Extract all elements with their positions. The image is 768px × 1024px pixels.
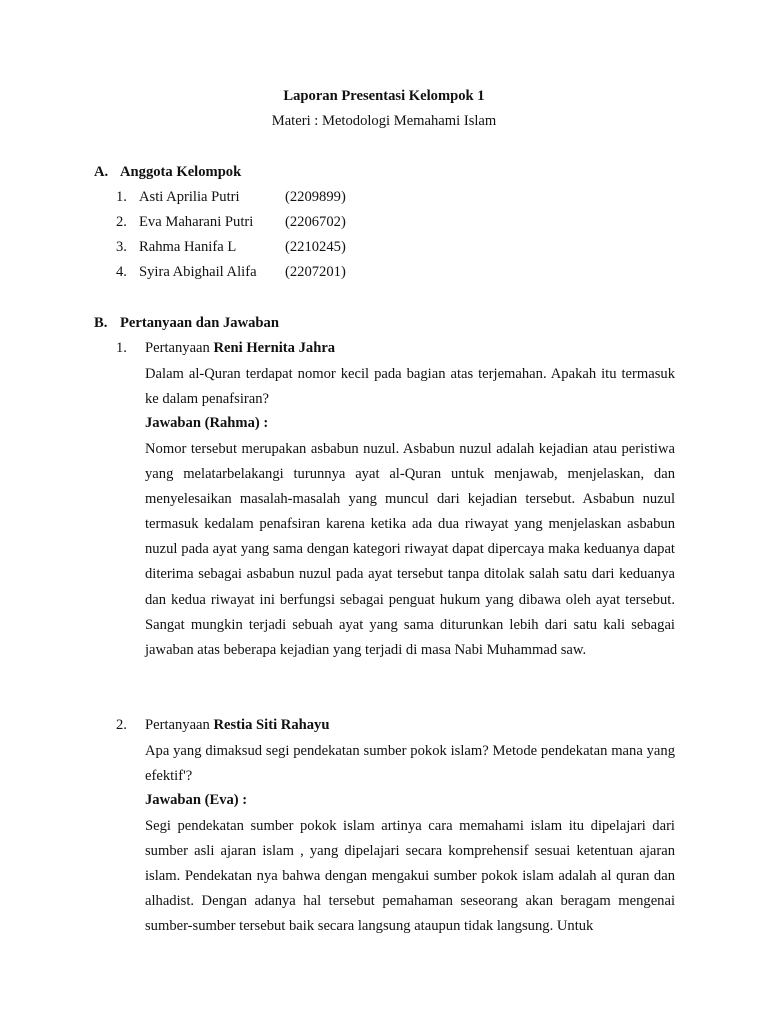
asker-name: Reni Hernita Jahra bbox=[213, 340, 336, 356]
document-subtitle: Materi : Metodologi Memahami Islam bbox=[271, 113, 497, 129]
answer-text: Nomor tersebut merupakan asbabun nuzul. Asbabun nuzul adalah kejadian atau peristiwa yang melatarbelakangi turunnya ayat al-Quran untuk menjawab, menjelaskan, dan menyelesaikan masalah-masalah yang muncul dari kejadian tersebut. Asbabun nuzul termasuk kedalam penafsiran karena ketika ada dua riwayat yang menjelaskan asbabun nuzul pada ayat yang sama dengan kategori riwayat dapat dipercaya maka keduanya dapat diterima sebagai asbabun nuzul pada ayat tersebut tanpa ditolak salah satu dari keduanya dan kedua riwayat ini berfungsi sebagai penguat hukum yang dibawa oleh ayat tersebut. Sangat mungkin terjadi sebuah ayat yang sama diturunkan lebih dari satu kali sebagai jawaban atas beberapa kejadian yang terjadi di masa Nabi Muhammad saw. bbox=[145, 441, 675, 658]
qa-number: 2. bbox=[116, 717, 127, 733]
member-id: (2207201) bbox=[285, 264, 346, 280]
member-number: 1. bbox=[116, 189, 127, 205]
section-b-letter: B. bbox=[94, 315, 108, 331]
member-name: Eva Maharani Putri bbox=[139, 214, 254, 230]
section-a-letter: A. bbox=[94, 164, 109, 180]
member-id: (2210245) bbox=[285, 239, 346, 255]
asker-name: Restia Siti Rahayu bbox=[213, 717, 330, 733]
answer-label: Jawaban (Eva) : bbox=[145, 792, 248, 808]
question-text: Dalam al-Quran terdapat nomor kecil pada bagian atas terjemahan. Apakah itu termasuk ke dalam penafsiran? bbox=[145, 366, 675, 408]
question-header bbox=[145, 340, 335, 357]
section-b-heading: Pertanyaan dan Jawaban bbox=[120, 315, 279, 331]
member-name: Rahma Hanifa L bbox=[139, 239, 237, 255]
answer-text: Segi pendekatan sumber pokok islam artinya cara memahami islam itu dipelajari dari sumber asli ajaran islam , yang dipelajari secara komprehensif sesuai ketentuan ajaran islam. Pendekatan nya bahwa dengan mengakui sumber pokok islam adalah al quran dan alhadist. Dengan adanya hal tersebut pemahaman seseorang akan beragam mengenai sumber-sumber tersebut baik secara langsung ataupun tidak langsung. Untuk bbox=[145, 818, 675, 935]
question-prefix: Pertanyaan bbox=[145, 340, 214, 356]
member-number: 2. bbox=[116, 214, 127, 230]
question-text: Apa yang dimaksud segi pendekatan sumber pokok islam? Metode pendekatan mana yang efektif'? bbox=[145, 743, 675, 785]
qa-number: 1. bbox=[116, 340, 127, 356]
member-name: Asti Aprilia Putri bbox=[139, 189, 240, 205]
section-a-heading: Anggota Kelompok bbox=[120, 164, 242, 180]
question-header bbox=[145, 717, 329, 734]
member-number: 3. bbox=[116, 239, 127, 255]
member-id: (2206702) bbox=[285, 214, 346, 230]
member-id: (2209899) bbox=[285, 189, 346, 205]
answer-label: Jawaban (Rahma) : bbox=[145, 415, 269, 431]
member-name: Syira Abighail Alifa bbox=[139, 264, 257, 280]
member-number: 4. bbox=[116, 264, 127, 280]
document-title: Laporan Presentasi Kelompok 1 bbox=[283, 88, 485, 104]
question-prefix: Pertanyaan bbox=[145, 717, 214, 733]
